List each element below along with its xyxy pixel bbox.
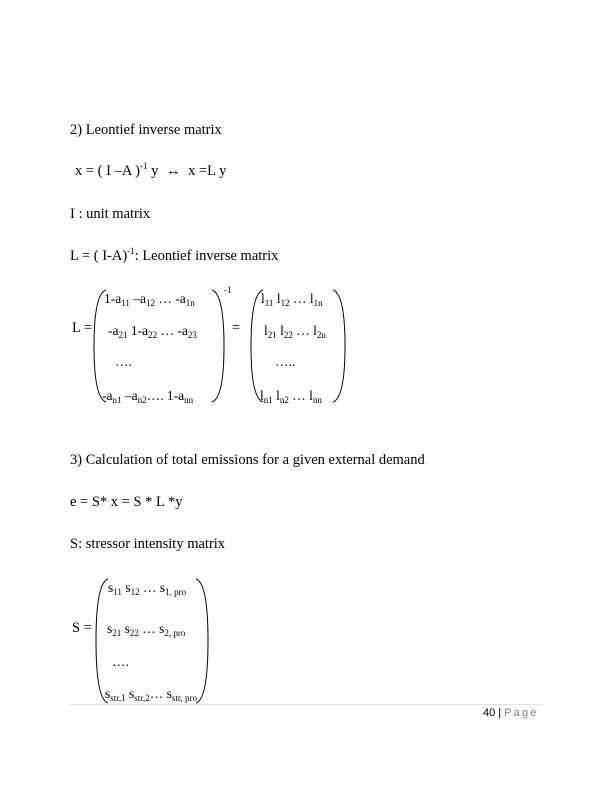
page-number: 40: [483, 707, 496, 719]
matrix-S-label: S =: [72, 620, 92, 636]
matrix-S-right-paren: [194, 577, 210, 705]
matrix-S-row-2: $s_{21}$ $s_{22}$ … $s_{2, pro}$: [107, 621, 186, 638]
matrix-equals-sign: =: [232, 320, 241, 336]
matrix-l-row-2: $l_{21}$ $l_{22}$ … $l_{2n}$: [264, 323, 326, 340]
matrix-L-label: L =: [72, 320, 93, 336]
matrix-A-row-3: ….: [115, 354, 132, 369]
equation-leontief: x = ( I –A )$^{-1}$ y ↔ x =L y: [75, 161, 227, 179]
emissions-equation: e = S* x = S * L *y: [70, 494, 183, 510]
footer-separator: |: [498, 707, 502, 719]
matrix-A-row-1: $1-a_{11}$ $-a_{12}$ … $-a_{1n}$: [104, 291, 195, 308]
matrix-l-right-paren: [331, 288, 347, 404]
section-2-heading: 2) Leontief inverse matrix: [70, 122, 222, 138]
page-footer: [483, 707, 539, 719]
matrix-A-row-4: $-a_{n1}$ $-a_{n2}\dots$. $1-a_{nn}$: [102, 388, 194, 405]
matrix-A-row-2: $-a_{21}$ $1-a_{22}$ … $-a_{23}$: [108, 323, 197, 340]
matrix-S-row-1: $s_{11}$ $s_{12}$ … $s_{1, pro}$: [108, 580, 187, 597]
matrix-l-row-1: $l_{11}$ $l_{12}$ … $l_{1n}$: [261, 291, 323, 308]
matrix-S-row-4: $s_{str,1}$ $s_{str,2}\dots$ $s_{str, pro}$: [105, 686, 197, 703]
equivalence-arrow: ↔: [165, 163, 181, 179]
matrix-l-row-4: $l_{n1}$ $l_{n2}$ … $l_{nn}$: [260, 388, 322, 405]
leontief-inverse-definition: L = ( I-A)$^{-1}$: Leontief inverse matrix: [70, 246, 279, 264]
unit-matrix-definition: I : unit matrix: [70, 206, 151, 222]
matrix-inverse-exponent: -1: [224, 285, 232, 295]
page-word: Page: [504, 707, 539, 719]
matrix-S-row-3: ….: [112, 654, 129, 669]
matrix-L-right-paren: [210, 288, 226, 404]
footer-rule: [70, 704, 542, 705]
stressor-definition: S: stressor intensity matrix: [70, 536, 226, 552]
section-3-heading: 3) Calculation of total emissions for a given external demand: [70, 452, 425, 468]
matrix-l-row-3: …..: [275, 354, 296, 369]
